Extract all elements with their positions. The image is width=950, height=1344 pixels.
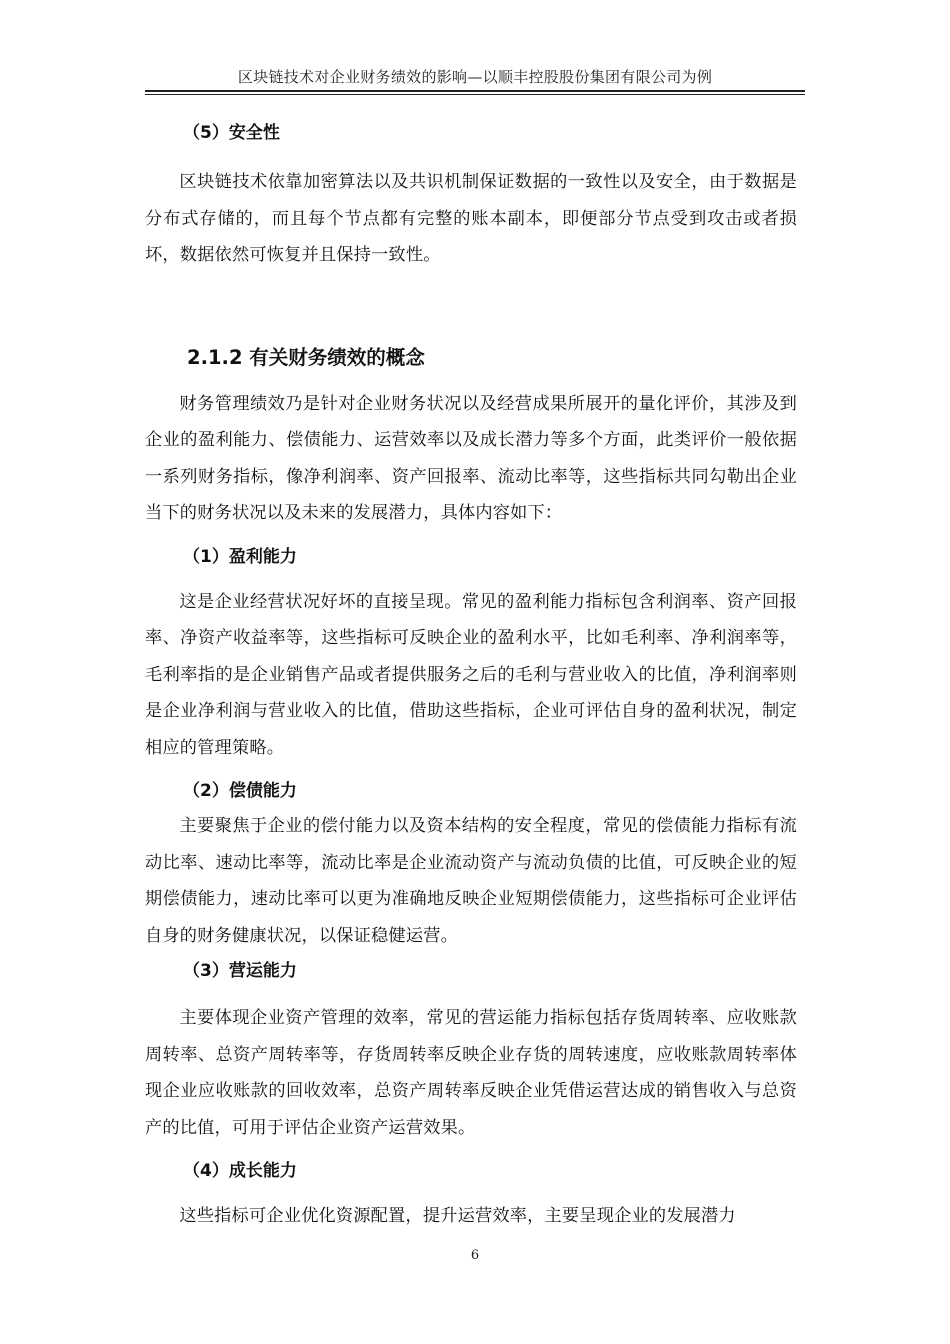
solvency-heading: （2）偿债能力 <box>183 781 297 801</box>
solvency-paragraph: 主要聚焦于企业的偿付能力以及资本结构的安全程度，常见的偿债能力指标有流动比率、速动比率等，流动比率是企业流动资产与流动负债的比值，可反映企业的短期偿债能力，速动比率可以更为准确地反映企业短期偿债能力，这些指标可企业评估自身的财务健康状况，以保证稳健运营。 <box>145 816 797 946</box>
section-2-1-2-paragraph: 财务管理绩效乃是针对企业财务状况以及经营成果所展开的量化评价，其涉及到企业的盈利能力、偿债能力、运营效率以及成长潜力等多个方面，此类评价一般依据一系列财务指标，像净利润率、资产回报率、流动比率等，这些指标共同勾勒出企业当下的财务状况以及未来的发展潜力，具体内容如下： <box>145 393 797 523</box>
profitability-paragraph: 这是企业经营状况好坏的直接呈现。常见的盈利能力指标包含利润率、资产回报率、净资产收益率等，这些指标可反映企业的盈利水平，比如毛利率、净利润率等，毛利率指的是企业销售产品或者提供服务之后的毛利与营业收入的比值，净利润率则是企业净利润与营业收入的比值，借助这些指标，企业可评估自身的盈利状况，制定相应的管理策略。 <box>145 591 797 758</box>
safety-heading: （5）安全性 <box>183 123 280 143</box>
page-number: 6 <box>470 1248 480 1263</box>
header-rule-thin <box>145 94 805 95</box>
growth-paragraph: 这些指标可企业优化资源配置，提升运营效率，主要呈现企业的发展潜力 <box>179 1206 736 1226</box>
profitability-heading: （1）盈利能力 <box>183 546 297 567</box>
section-2-1-2-heading: 2.1.2 有关财务绩效的概念 <box>187 345 425 369</box>
operation-heading: （3）营运能力 <box>183 961 297 981</box>
running-header: 区块链技术对企业财务绩效的影响—以顺丰控股股份集团有限公司为例 <box>237 68 713 86</box>
header-rule-thick <box>145 90 805 92</box>
growth-heading: （4）成长能力 <box>183 1161 297 1181</box>
operation-paragraph: 主要体现企业资产管理的效率，常见的营运能力指标包括存货周转率、应收账款周转率、总资产周转率等，存货周转率反映企业存货的周转速度，应收账款周转率体现企业应收账款的回收效率，总资产周转率反映企业凭借运营达成的销售收入与总资产的比值，可用于评估企业资产运营效果。 <box>145 1008 797 1138</box>
page-body <box>145 112 797 1235</box>
safety-paragraph: 区块链技术依靠加密算法以及共识机制保证数据的一致性以及安全，由于数据是分布式存储的，而且每个节点都有完整的账本副本，即便部分节点受到攻击或者损坏，数据依然可恢复并且保持一致性。 <box>145 172 797 265</box>
